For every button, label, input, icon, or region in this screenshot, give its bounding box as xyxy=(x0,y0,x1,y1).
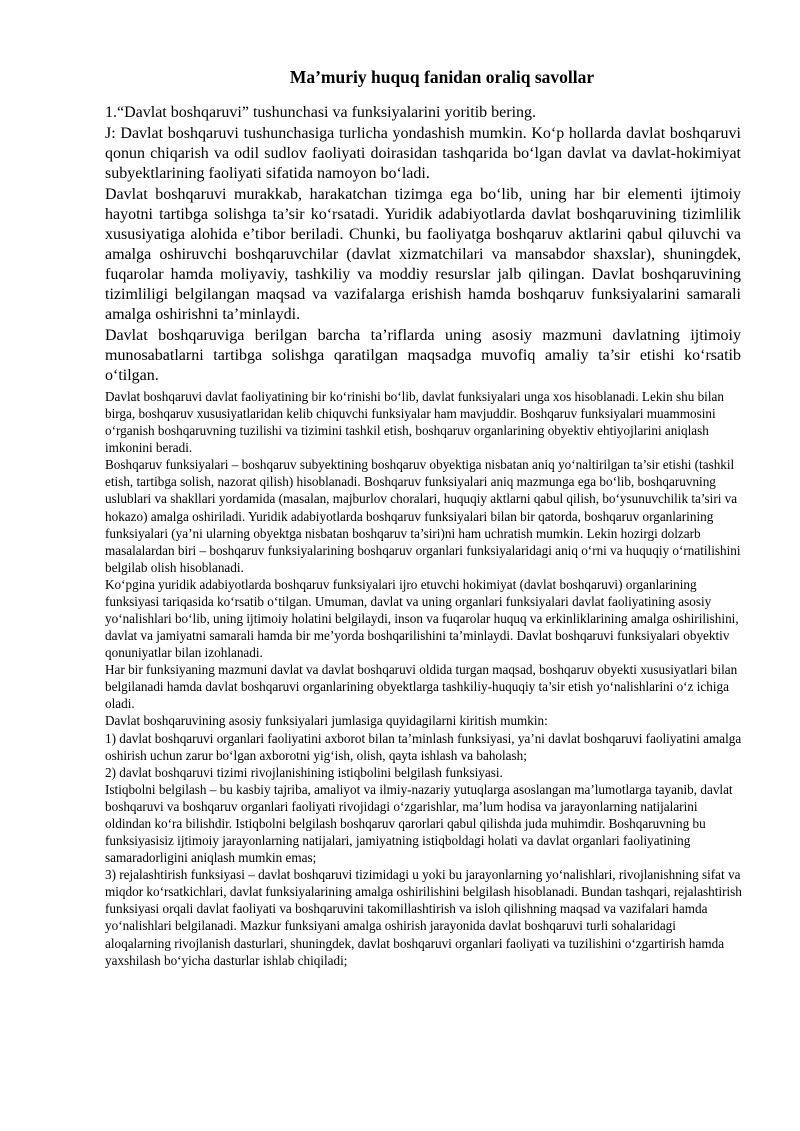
body-paragraph: Har bir funksiyaning mazmuni davlat va davlat boshqaruvi oldida turgan maqsad, boshqaruv obyekti xususiyatlari bilan belgilanadi hamda davlat boshqaruvi organlarining obyektlarga tashkiliy-huquqiy ta’sir etish yo‘nalishlarini o‘z ichiga oladi. xyxy=(105,662,738,712)
body-paragraph: Istiqbolni belgilash – bu kasbiy tajriba, amaliyot va ilmiy-nazariy yutuqlarga asoslangan ma’lumotlarga tayanib, davlat boshqaruvi va boshqaruv organlari faoliyati rivojidagi o‘zgarishlar, ma’lum hodisa va jarayonlarning natijalarini oldindan ko‘ra bilishdir. Istiqbolni belgilash boshqaruv qarorlari qabul qilishda juda muhimdir. Boshqaruvning bu funksiyasisiz ijtimoiy jarayonlarning natijalari, jamiyatning istiqboldagi holati va davlat organlari faoliyatining samaradorligini aniqlash mumkin emas; xyxy=(105,781,733,866)
list-item: 3) rejalashtirish funksiyasi – davlat boshqaruvi tizimidagi u yoki bu jarayonlarning yo‘nalishlari, rivojlanishning sifat va miqdor ko‘rsatkichlari, davlat funksiyalarining amalga oshirilishini belgilash hisoblanadi. Bundan tashqari, rejalashtirish funksiyasi orqali davlat faoliyati va boshqaruvini takomillashtirish va isloh qilishning maqsad va vazifalari hamda yo‘nalishlari belgilanadi. Mazkur funksiyani amalga oshirish jarayonida davlat boshqaruvi turli sohalaridagi aloqalarning rivojlanish dasturlari, shuningdek, davlat boshqaruvi organlari faoliyati va tuzilishini o‘zgartirish hamda yaxshilash bo‘yicha dasturlar ishlab chiqiladi; xyxy=(105,867,742,968)
list-item: 1) davlat boshqaruvi organlari faoliyatini axborot bilan ta’minlash funksiyasi, ya’ni davlat boshqaruvi faoliyatini amalga oshirish uchun zarur bo‘lgan axborotni yig‘ish, olish, qayta ishlash va baholash; xyxy=(105,730,742,763)
body-paragraph: Boshqaruv funksiyalari – boshqaruv subyektining boshqaruv obyektiga nisbatan aniq yo‘naltirilgan ta’sir etishi (tashkil etish, tartibga solish, nazorat qilish) hisoblanadi. Boshqaruv funksiyalari aniq mazmunga ega bo‘lib, boshqaruvning uslublari va shakllari yordamida (masalan, majburlov choralari, huquqiy aktlarni qabul qilish, bo‘ysunuvchilik ta’siri va hokazo) amalga oshiriladi. Yuridik adabiyotlarda boshqaruv funksiyalari bilan bir qatorda, boshqaruv organlarining funksiyalari (ya’ni ularning obyektga nisbatan boshqaruv ta’siri)ni ham uchratish mumkin. Lekin hozirgi dolzarb masalalardan biri – boshqaruv funksiyalarining boshqaruv organlari funksiyalaridagi aniq o‘rni va huquqiy o‘rnatilishini belgilab olish hisoblanadi. xyxy=(105,457,741,575)
body-paragraph: Davlat boshqaruvining asosiy funksiyalari jumlasiga quyidagilarni kiritish mumkin: xyxy=(105,713,548,729)
paragraph-2: Davlat boshqaruvi murakkab, harakatchan tizimga ega bo‘lib, uning har bir elementi ijtimoiy hayotni tartibga solishga ta’sir ko‘rsatadi. Yuridik adabiyotlarda davlat boshqaruvining tizimlilik xususiyatiga alohida e’tibor beriladi. Chunki, bu faoliyatga boshqaruv aktlarini qabul qiluvchi va amalga oshiruvchi boshqaruvchilar (davlat xizmatchilari va mansabdor shaxslar), shuningdek, fuqarolar hamda moliyaviy, tashkiliy va moddiy resurslar jalb qilingan. Davlat boshqaruvining tizimliligi belgilangan maqsad va vazifalarga erishish hamda boshqaruv funksiyalarini samarali amalga oshirishni ta’minlaydi. xyxy=(105,186,741,323)
page-title: Ma’muriy huquq fanidan oraliq savollar xyxy=(289,67,595,87)
body-paragraph: Ko‘pgina yuridik adabiyotlarda boshqaruv funksiyalari ijro etuvchi hokimiyat (davlat boshqaruvi) organlarining funksiyasi tariqasida ko‘rsatib o‘tilgan. Umuman, davlat va uning organlari funksiyalari davlat faoliyatining asosiy yo‘nalishlari bo‘lib, uning ijtimoiy holatini belgilaydi, inson va fuqarolar huquq va erkinliklarining amalga oshirilishini, davlat va jamiyatni samarali hamda bir me’yorda boshqarilishini ta’minlaydi. Davlat boshqaruvi funksiyalari obyektiv qonuniyatlar bilan izohlanadi. xyxy=(105,576,739,661)
answer-1: J: Davlat boshqaruvi tushunchasiga turlicha yondashish mumkin. Ko‘p hollarda davlat boshqaruvi qonun chiqarish va odil sudlov faoliyati doirasidan tashqarida bo‘lgan davlat va davlat-hokimiyat subyektlarining faoliyati sifatida namoyon bo‘ladi. xyxy=(105,125,741,182)
question-1: 1.“Davlat boshqaruvi” tushunchasi va funksiyalarini yoritib bering. xyxy=(105,104,537,121)
list-item: 2) davlat boshqaruvi tizimi rivojlanishining istiqbolini belgilash funksiyasi. xyxy=(105,764,503,780)
body-paragraph: Davlat boshqaruvi davlat faoliyatining bir ko‘rinishi bo‘lib, davlat funksiyalari unga xos hisoblanadi. Lekin shu bilan birga, boshqaruv xususiyatlaridan kelib chiquvchi funksiyalar ham mavjuddir. Boshqaruv funksiyalari muammosini o‘rganish boshqaruvning tuzilishi va tizimini tashkil etish, boshqaruv organlarining obyektiv ehtiyojlarini aniqlash imkonini beradi. xyxy=(105,389,724,456)
body-text xyxy=(105,388,745,969)
paragraph-3: Davlat boshqaruviga berilgan barcha ta’riflarda uning asosiy mazmuni davlatning ijtimoiy munosabatlarni tartibga solishga qaratilgan maqsadga muvofiq amaliy ta’sir etishi ko‘rsatib o‘tilgan. xyxy=(105,327,741,384)
